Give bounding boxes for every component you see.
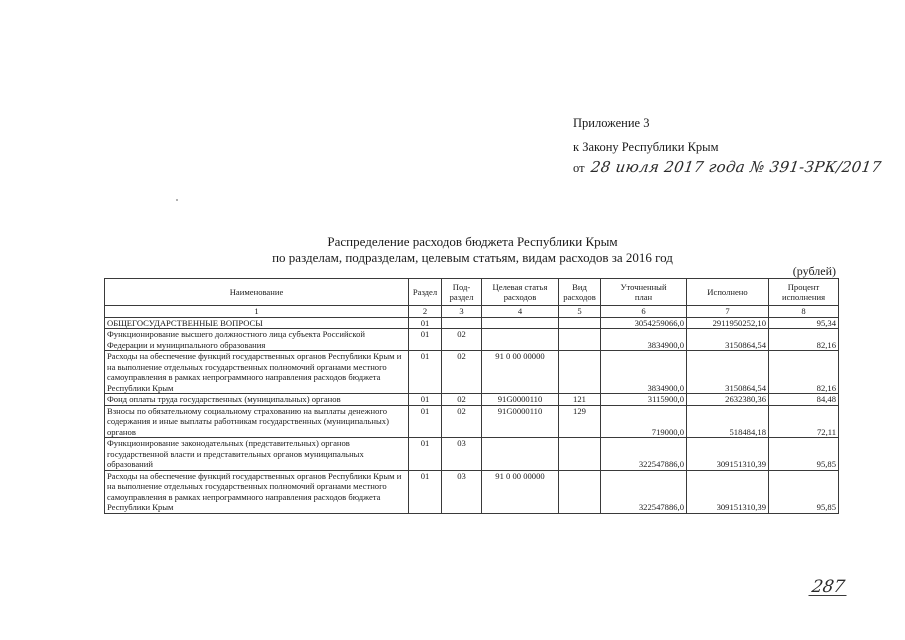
table-row bbox=[105, 470, 839, 513]
row-type: 121 bbox=[559, 394, 601, 406]
column-number: 8 bbox=[769, 306, 839, 318]
row-executed: 3150864,54 bbox=[687, 329, 769, 351]
header-section: Раздел bbox=[409, 279, 442, 306]
row-executed: 518484,18 bbox=[687, 405, 769, 438]
date-prefix: от bbox=[573, 161, 585, 175]
row-section: 01 bbox=[409, 394, 442, 406]
row-percent: 82,16 bbox=[769, 351, 839, 394]
row-percent: 95,34 bbox=[769, 317, 839, 329]
header-expense-type: Вид расходов bbox=[559, 279, 601, 306]
header-name: Наименование bbox=[105, 279, 409, 306]
row-subsection: 03 bbox=[442, 438, 482, 471]
row-plan: 719000,0 bbox=[601, 405, 687, 438]
table-row bbox=[105, 394, 839, 406]
header-adjusted-plan: Уточненный план bbox=[601, 279, 687, 306]
units-label: (рублей) bbox=[792, 264, 836, 278]
document-title: Распределение расходов бюджета Республики Крым bbox=[327, 234, 618, 249]
row-section: 01 bbox=[409, 438, 442, 471]
appendix-law-reference: к Закону Республики Крым bbox=[573, 140, 719, 154]
row-section: 01 bbox=[409, 470, 442, 513]
column-number: 1 bbox=[105, 306, 409, 318]
row-percent: 84,48 bbox=[769, 394, 839, 406]
scan-speck bbox=[176, 199, 178, 201]
header-subsection: Под- раздел bbox=[442, 279, 482, 306]
handwritten-date-number: 28 июля 2017 года № 391-ЗРК/2017 bbox=[589, 158, 883, 176]
row-plan: 3115900,0 bbox=[601, 394, 687, 406]
row-executed: 309151310,39 bbox=[687, 438, 769, 471]
header-percent: Процент исполнения bbox=[769, 279, 839, 306]
row-section: 01 bbox=[409, 405, 442, 438]
table-header-row bbox=[105, 279, 839, 306]
row-plan: 3834900,0 bbox=[601, 329, 687, 351]
row-target bbox=[482, 438, 559, 471]
row-target: 91G0000110 bbox=[482, 405, 559, 438]
budget-table bbox=[104, 278, 839, 514]
row-target: 91G0000110 bbox=[482, 394, 559, 406]
handwritten-page-number: 287 bbox=[810, 577, 847, 597]
column-number: 5 bbox=[559, 306, 601, 318]
row-type bbox=[559, 317, 601, 329]
row-executed: 309151310,39 bbox=[687, 470, 769, 513]
row-type bbox=[559, 438, 601, 471]
row-subsection bbox=[442, 317, 482, 329]
column-number: 7 bbox=[687, 306, 769, 318]
table-row bbox=[105, 329, 839, 351]
row-type bbox=[559, 329, 601, 351]
row-subsection: 02 bbox=[442, 351, 482, 394]
row-plan: 3054259066,0 bbox=[601, 317, 687, 329]
table-row bbox=[105, 405, 839, 438]
column-number: 6 bbox=[601, 306, 687, 318]
row-name: Взносы по обязательному социальному страхованию на выплаты денежного содержания и иные выплаты работникам государственных (муниципальных) органов bbox=[105, 405, 409, 438]
row-executed: 3150864,54 bbox=[687, 351, 769, 394]
header-target-item: Целевая статья расходов bbox=[482, 279, 559, 306]
row-percent: 95,85 bbox=[769, 438, 839, 471]
column-number: 4 bbox=[482, 306, 559, 318]
row-percent: 72,11 bbox=[769, 405, 839, 438]
table-row bbox=[105, 317, 839, 329]
row-name: Расходы на обеспечение функций государственных органов Республики Крым и на выполнение отдельных государственных полномочий органами местного самоуправления в рамках непрограммного направления расходов бюджета Республики Крым bbox=[105, 351, 409, 394]
row-target bbox=[482, 317, 559, 329]
row-type bbox=[559, 470, 601, 513]
row-plan: 322547886,0 bbox=[601, 470, 687, 513]
row-target: 91 0 00 00000 bbox=[482, 470, 559, 513]
row-plan: 322547886,0 bbox=[601, 438, 687, 471]
row-type bbox=[559, 351, 601, 394]
row-name: Функционирование высшего должностного лица субъекта Российской Федерации и муниципального образования bbox=[105, 329, 409, 351]
appendix-title: Приложение 3 bbox=[573, 116, 650, 130]
table-row bbox=[105, 438, 839, 471]
row-target bbox=[482, 329, 559, 351]
row-type: 129 bbox=[559, 405, 601, 438]
document-subtitle: по разделам, подразделам, целевым статьям, видам расходов за 2016 год bbox=[272, 250, 673, 265]
row-target: 91 0 00 00000 bbox=[482, 351, 559, 394]
row-name: Функционирование законодательных (представительных) органов государственной власти и представительных органов муниципальных образований bbox=[105, 438, 409, 471]
row-executed: 2911950252,10 bbox=[687, 317, 769, 329]
row-percent: 95,85 bbox=[769, 470, 839, 513]
row-section: 01 bbox=[409, 329, 442, 351]
row-name: Фонд оплаты труда государственных (муниципальных) органов bbox=[105, 394, 409, 406]
header-executed: Исполнено bbox=[687, 279, 769, 306]
row-subsection: 02 bbox=[442, 329, 482, 351]
row-section: 01 bbox=[409, 351, 442, 394]
appendix-date-line bbox=[573, 158, 881, 176]
column-number: 3 bbox=[442, 306, 482, 318]
row-section: 01 bbox=[409, 317, 442, 329]
row-plan: 3834900,0 bbox=[601, 351, 687, 394]
column-number-row bbox=[105, 306, 839, 318]
table-row bbox=[105, 351, 839, 394]
row-percent: 82,16 bbox=[769, 329, 839, 351]
row-executed: 2632380,36 bbox=[687, 394, 769, 406]
row-subsection: 02 bbox=[442, 394, 482, 406]
row-name: Расходы на обеспечение функций государственных органов Республики Крым и на выполнение отдельных государственных полномочий органами местного самоуправления в рамках непрограммного направления расходов бюджета Республики Крым bbox=[105, 470, 409, 513]
column-number: 2 bbox=[409, 306, 442, 318]
row-subsection: 02 bbox=[442, 405, 482, 438]
row-name: ОБЩЕГОСУДАРСТВЕННЫЕ ВОПРОСЫ bbox=[105, 317, 409, 329]
row-subsection: 03 bbox=[442, 470, 482, 513]
